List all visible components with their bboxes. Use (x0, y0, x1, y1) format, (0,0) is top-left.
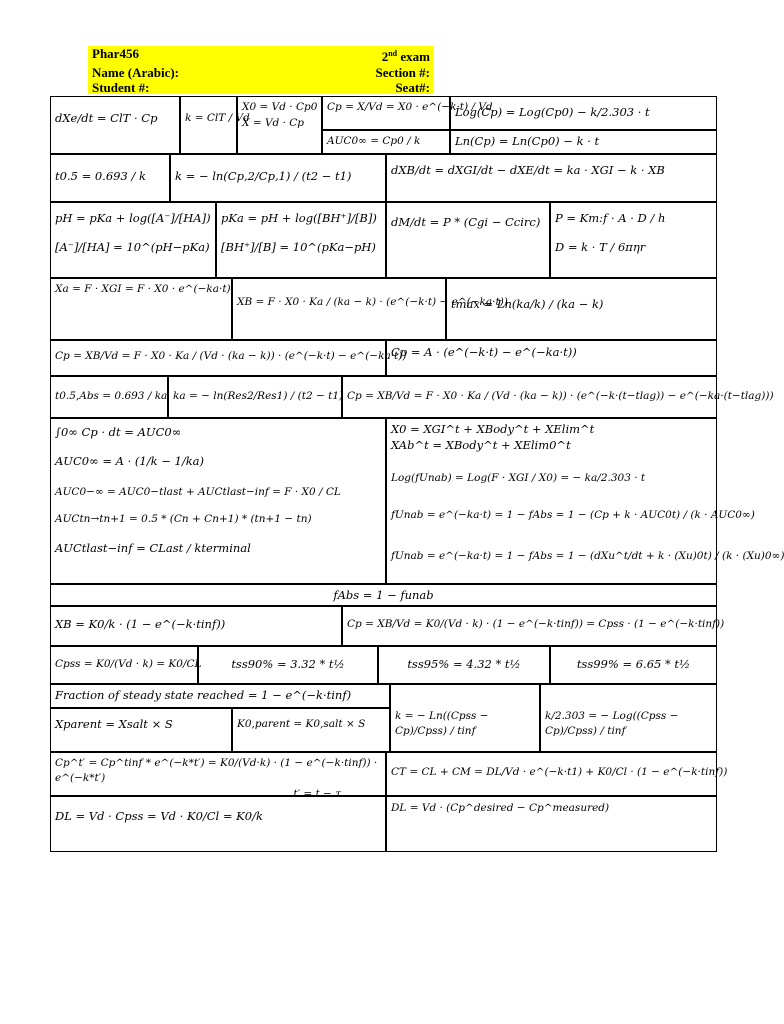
formula: X0 = XGI^t + XBody^t + XElim^t (391, 422, 595, 436)
formula-cell (50, 376, 168, 418)
formula-cell (50, 278, 232, 340)
formula: Xa = F · XGI = F · X0 · e^(−ka·t) (55, 283, 231, 295)
formula: k = − ln(Cp,2/Cp,1) / (t2 − t1) (175, 169, 352, 183)
formula-cell (180, 96, 250, 154)
formula-cell (50, 646, 202, 684)
formula: dXB/dt = dXGI/dt − dXE/dt = ka · XGI − k · XB (391, 163, 665, 177)
formula: ka = − ln(Res2/Res1) / (t2 − t1) (173, 390, 344, 402)
formula: Cpss = K0/(Vd · k) = K0/CL (55, 658, 202, 670)
formula: pH = pKa + log([A⁻]/[HA]) (55, 211, 211, 225)
exam-header (88, 46, 434, 94)
formula-sheet (50, 96, 784, 852)
formula-cell (50, 708, 232, 752)
formula: fUnab = e^(−ka·t) = 1 − fAbs = 1 − (Cp + k · AUC0t) / (k · AUC0∞) (391, 509, 755, 521)
formula: Cp = XB/Vd = F · X0 · Ka / (Vd · (ka − k)) · (e^(−k·(t−tlag)) − e^(−ka·(t−tlag))) (347, 390, 774, 402)
formula: [BH⁺]/[B] = 10^(pKa−pH) (221, 240, 376, 254)
formula: Fraction of steady state reached = 1 − e^(−k·tinf) (55, 688, 352, 702)
formula-cell (50, 96, 180, 154)
exam-title: 2nd exam (381, 49, 430, 64)
formula: AUCtlast−inf = CLast / kterminal (55, 541, 251, 555)
formula: D = k · T / 6πηr (555, 240, 646, 254)
formula-cell (322, 96, 493, 130)
formula: K0,parent = K0,salt × S (237, 718, 366, 730)
formula-cell (386, 202, 550, 278)
formula-cell (342, 606, 725, 646)
formula: DL = Vd · (Cp^desired − Cp^measured) (391, 802, 610, 814)
formula-cell (50, 684, 390, 708)
formula: AUC0∞ = A · (1/k − 1/ka) (55, 454, 205, 468)
formula: tss95% = 4.32 * t½ (407, 657, 521, 671)
formula: k = ClT / Vd (185, 112, 250, 124)
formula-cell (170, 154, 386, 202)
seat-label: Seat#: (395, 80, 430, 95)
formula-cell (50, 606, 342, 646)
formula: X0 = Vd · Cp0 (242, 101, 318, 113)
formula-cell (386, 796, 717, 852)
formula-cell (50, 340, 407, 376)
formula-cell (550, 202, 717, 278)
formula: Log(fUnab) = Log(F · XGI / X0) = − ka/2.303 · t (391, 472, 646, 484)
formula-cell (232, 708, 390, 752)
formula-cell (386, 418, 784, 584)
formula: dXe/dt = ClT · Cp (55, 111, 158, 125)
formula-cell (386, 154, 717, 202)
formula: AUC0∞ = Cp0 / k (327, 135, 421, 147)
formula-cell (386, 752, 728, 796)
formula: P = Km:f · A · D / h (555, 211, 666, 225)
formula: Xparent = Xsalt × S (55, 717, 173, 731)
formula: Ln(Cp) = Ln(Cp0) − k · t (455, 134, 600, 148)
formula: XB = F · X0 · Ka / (ka − k) · (e^(−k·t) − e^(−ka·t)) (237, 296, 508, 308)
formula-cell (232, 278, 508, 340)
formula-cell (450, 130, 717, 154)
formula: pKa = pH + log([BH⁺]/[B]) (221, 211, 377, 225)
formula-cell (50, 584, 717, 606)
student-label: Student #: (92, 80, 150, 95)
formula-cell (50, 796, 386, 852)
formula: AUC0−∞ = AUC0−tlast + AUCtlast−inf = F · X0 / CL (55, 486, 341, 498)
formula-cell (390, 684, 540, 752)
formula: fUnab = e^(−ka·t) = 1 − fAbs = 1 − (dXu^t/dt + k · (Xu)0t) / (k · (Xu)0∞) (391, 550, 784, 562)
formula: ∫0∞ Cp · dt = AUC0∞ (55, 425, 182, 439)
formula: CT = CL + CM = DL/Vd · e^(−k·t1) + K0/Cl · (1 − e^(−k·tinf)) (391, 766, 728, 778)
formula-cell (50, 752, 386, 800)
name-label: Name (Arabic): (92, 64, 179, 80)
formula-cell (342, 376, 774, 418)
formula: Log(Cp) = Log(Cp0) − k/2.303 · t (455, 105, 650, 119)
formula: k = − Ln((Cpss − Cp)/Cpss) / tinf (395, 710, 489, 737)
formula-cell (216, 202, 386, 278)
formula-cell (450, 96, 717, 130)
formula-cell (50, 202, 216, 278)
formula: t0.5,Abs = 0.693 / ka (55, 390, 168, 402)
formula-cell (540, 684, 717, 752)
formula-cell (322, 130, 450, 154)
formula: tss99% = 6.65 * t½ (576, 657, 691, 671)
formula: tss90% = 3.32 * t½ (231, 657, 345, 671)
formula: fAbs = 1 − funab (333, 588, 434, 602)
formula: k/2.303 = − Log((Cpss − Cp)/Cpss) / tinf (545, 710, 679, 737)
formula: XAb^t = XBody^t + XElim0^t (391, 438, 571, 452)
formula: Cp = X/Vd = X0 · e^(−k·t) / Vd (327, 101, 493, 113)
formula-cell (386, 340, 717, 376)
formula-cell (50, 418, 386, 584)
formula: AUCtn→tn+1 = 0.5 * (Cn + Cn+1) * (tn+1 − tn) (55, 513, 312, 525)
formula-cell (198, 646, 378, 684)
formula-cell (50, 154, 170, 202)
formula: Cp = XB/Vd = F · X0 · Ka / (Vd · (ka − k)) · (e^(−k·t) − e^(−ka·t)) (55, 350, 407, 362)
formula: X = Vd · Cp (242, 117, 305, 129)
formula: dM/dt = P * (Cgi − Ccirc) (391, 215, 541, 229)
formula: Cp = A · (e^(−k·t) − e^(−ka·t)) (391, 345, 577, 359)
formula-cell (168, 376, 342, 418)
formula: DL = Vd · Cpss = Vd · K0/Cl = K0/k (55, 809, 263, 823)
section-label: Section #: (375, 64, 430, 80)
formula: XB = K0/k · (1 − e^(−k·tinf)) (55, 617, 226, 631)
formula: t0.5 = 0.693 / k (55, 169, 146, 183)
formula: t′ = t − τ (293, 788, 341, 800)
formula-cell (237, 96, 322, 154)
course-code: Phar456 (92, 46, 139, 61)
formula: Cp^t′ = Cp^tinf * e^(−k*t′) = K0/(Vd·k) · (1 − e^(−k·tinf)) · e^(−k*t′) (55, 757, 378, 784)
formula: tmax = Ln(ka/k) / (ka − k) (451, 297, 604, 311)
formula: [A⁻]/[HA] = 10^(pH−pKa) (55, 240, 210, 254)
formula-cell (550, 646, 717, 684)
formula: Cp = XB/Vd = K0/(Vd · k) · (1 − e^(−k·tinf)) = Cpss · (1 − e^(−k·tinf)) (347, 618, 725, 630)
formula-cell (378, 646, 550, 684)
formula-cell (446, 278, 717, 340)
